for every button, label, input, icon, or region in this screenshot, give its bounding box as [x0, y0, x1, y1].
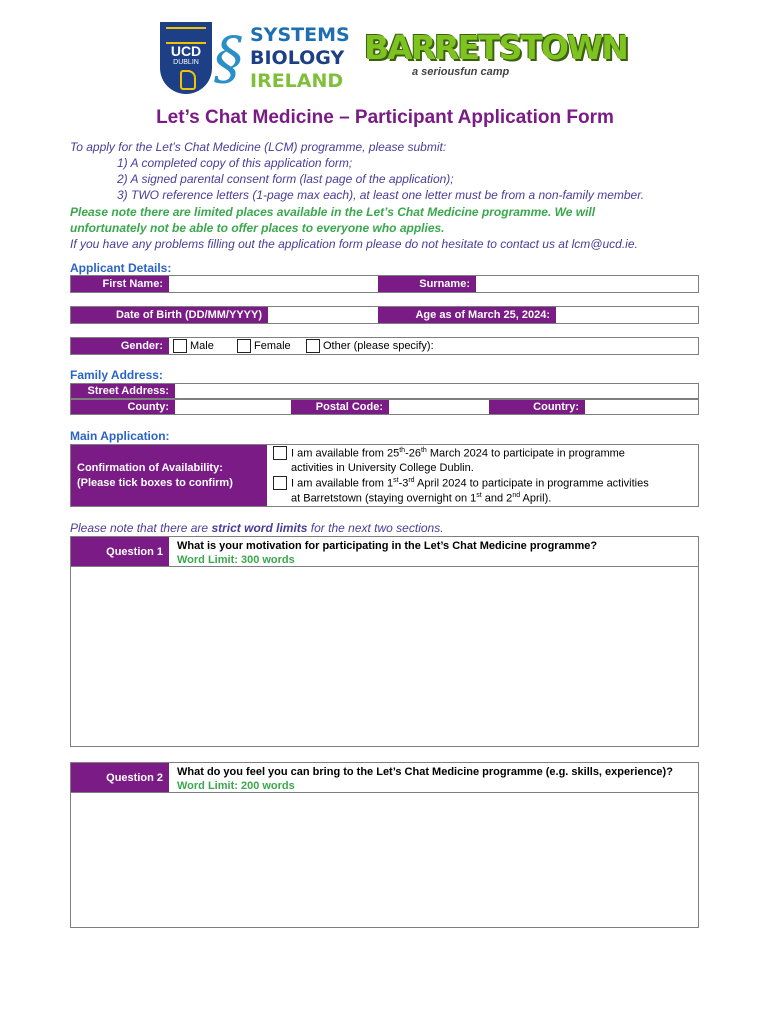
sbi-logo-line2: BIOLOGY — [250, 47, 345, 69]
limited-places-note-2: unfortunately not be able to offer places to everyone who applies. — [70, 221, 445, 235]
surname-field[interactable] — [476, 276, 698, 292]
question-2-answer-area[interactable] — [70, 792, 699, 928]
family-address-heading: Family Address: — [70, 368, 163, 382]
barretstown-availability-text-line2 — [291, 492, 551, 505]
question-2-word-limit: Word Limit: 200 words — [177, 780, 295, 792]
contact-note: If you have any problems filling out the application form please do not hesitate to contact us at lcm@ucd.ie. — [70, 237, 638, 251]
page-title: Let’s Chat Medicine – Participant Application Form — [156, 107, 614, 128]
ucd-crest-lines — [166, 27, 206, 44]
other-checkbox[interactable] — [306, 339, 320, 353]
ucd-availability-text — [291, 447, 625, 460]
limited-places-note-1: Please note there are limited places available in the Let’s Chat Medicine programme. We will — [70, 205, 596, 219]
harp-icon — [180, 70, 196, 90]
question-1-header — [70, 536, 699, 567]
avail2-sup2: rd — [408, 477, 415, 484]
avail1-sup1: th — [399, 447, 406, 454]
avail1-text-c: March 2024 to participate in programme — [426, 447, 625, 460]
intro-item-3: 3) TWO reference letters (1-page max each), at least one letter must be from a non-family member. — [117, 188, 645, 202]
question-2-label: Question 2 — [71, 763, 169, 792]
avail2-line2-sup2: nd — [512, 492, 521, 499]
barretstown-logo: BARRETSTOWN — [364, 28, 627, 67]
barretstown-availability-text — [291, 477, 649, 490]
street-row — [70, 383, 699, 399]
ucd-logo-subtext: DUBLIN — [173, 59, 199, 66]
avail1-text-b: -26 — [405, 447, 421, 460]
systems-biology-swirl-icon: § — [214, 24, 243, 92]
question-1-answer-area[interactable] — [70, 566, 699, 747]
main-application-heading: Main Application: — [70, 429, 170, 443]
question-1-word-limit: Word Limit: 300 words — [177, 554, 295, 566]
surname-label: Surname: — [378, 276, 476, 292]
ucd-logo-text: UCD — [170, 43, 202, 59]
street-label: Street Address: — [71, 384, 175, 398]
avail2-line2-a: at Barretstown (staying overnight on 1 — [291, 492, 477, 505]
word-limit-note-c: for the next two sections. — [307, 521, 444, 535]
female-checkbox[interactable] — [237, 339, 251, 353]
gender-row — [70, 337, 699, 355]
ucd-availability-checkbox[interactable] — [273, 446, 287, 460]
word-limit-note — [70, 521, 444, 535]
sbi-logo-line1: SYSTEMS — [250, 24, 350, 46]
avail2-line2-b: and 2 — [481, 492, 513, 505]
postal-code-label: Postal Code: — [291, 400, 389, 414]
avail2-line2-sup1: st — [476, 492, 482, 499]
postal-code-field[interactable] — [389, 400, 489, 414]
applicant-details-heading: Applicant Details: — [70, 261, 172, 275]
ucd-availability-text-line2: activities in University College Dublin. — [291, 462, 474, 474]
dob-row — [70, 306, 699, 324]
question-1-text: What is your motivation for participating in the Let’s Chat Medicine programme? — [177, 540, 598, 552]
country-field[interactable] — [585, 400, 698, 414]
county-row — [70, 399, 699, 415]
dob-field[interactable] — [268, 307, 378, 323]
county-label: County: — [71, 400, 175, 414]
male-checkbox[interactable] — [173, 339, 187, 353]
sbi-logo-line3: IRELAND — [250, 70, 344, 92]
age-field[interactable] — [556, 307, 698, 323]
avail2-text-b: -3 — [398, 477, 409, 490]
street-field[interactable] — [175, 384, 698, 398]
intro-item-1: 1) A completed copy of this application form; — [117, 156, 353, 170]
availability-label-line1: Confirmation of Availability: — [77, 462, 223, 474]
avail2-line2-c: April). — [520, 492, 552, 505]
name-row — [70, 275, 699, 293]
availability-label-line2: (Please tick boxes to confirm) — [77, 477, 233, 489]
other-label: Other (please specify): — [323, 340, 434, 352]
avail2-text-c: April 2024 to participate in programme activities — [414, 477, 649, 490]
first-name-label: First Name: — [71, 276, 169, 292]
intro-line: To apply for the Let’s Chat Medicine (LCM) programme, please submit: — [70, 140, 447, 154]
age-label: Age as of March 25, 2024: — [378, 307, 556, 323]
question-1-label: Question 1 — [71, 537, 169, 566]
county-field[interactable] — [175, 400, 291, 414]
ucd-logo — [160, 22, 212, 94]
word-limit-note-b: strict word limits — [211, 521, 308, 535]
barretstown-availability-checkbox[interactable] — [273, 476, 287, 490]
avail1-text-a: I am available from 25 — [291, 447, 400, 460]
avail1-sup2: th — [420, 447, 427, 454]
question-2-text: What do you feel you can bring to the Let’s Chat Medicine programme (e.g. skills, experience)? — [177, 766, 673, 778]
barretstown-tagline: a seriousfun camp — [412, 66, 510, 78]
male-label: Male — [190, 340, 214, 352]
question-2-header — [70, 762, 699, 793]
dob-label: Date of Birth (DD/MM/YYYY) — [71, 307, 268, 323]
first-name-field[interactable] — [169, 276, 378, 292]
availability-row — [70, 444, 699, 507]
female-label: Female — [254, 340, 291, 352]
intro-item-2: 2) A signed parental consent form (last page of the application); — [117, 172, 454, 186]
gender-label: Gender: — [71, 338, 169, 354]
avail2-sup1: st — [393, 477, 399, 484]
country-label: Country: — [489, 400, 585, 414]
avail2-text-a: I am available from 1 — [291, 477, 394, 490]
word-limit-note-a: Please note that there are — [70, 521, 212, 535]
availability-label — [71, 445, 267, 506]
